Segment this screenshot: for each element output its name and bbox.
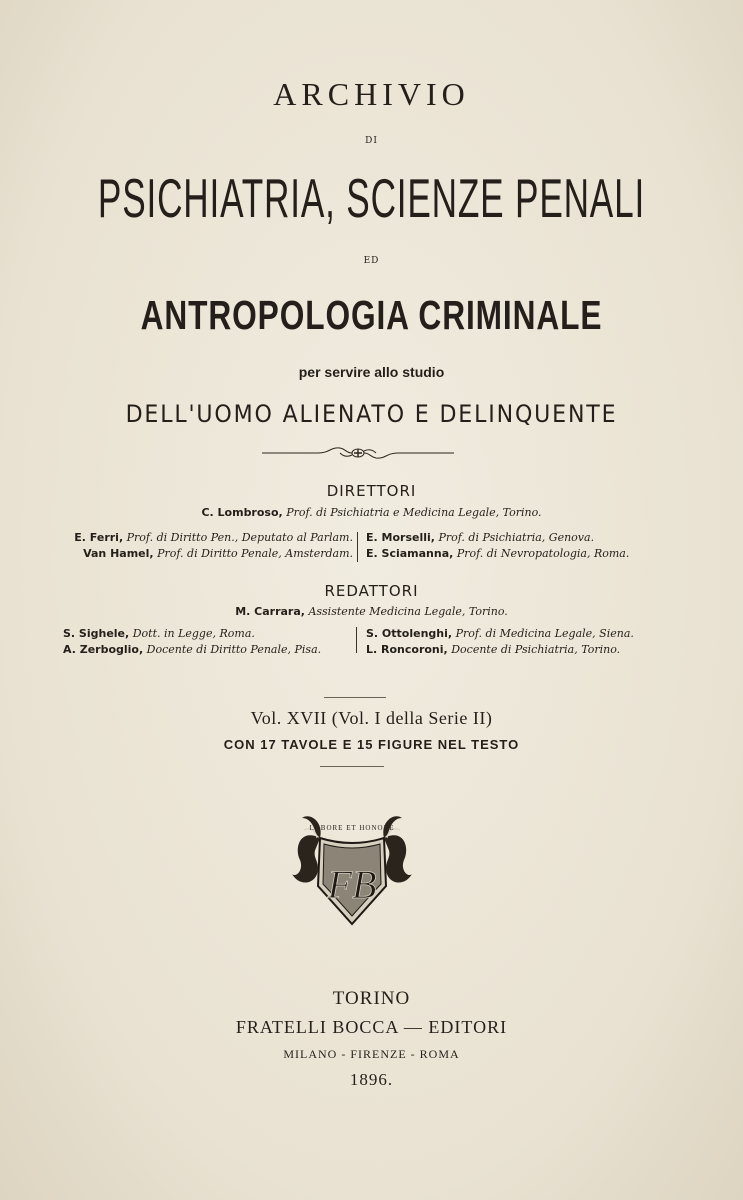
direttore-main-title: Prof. di Psichiatria e Medicina Legale, Torino. [286,506,542,519]
redattori-left-2 [63,643,321,656]
redattore-title: Docente di Psichiatria, Torino. [451,643,621,656]
redattore-main [0,605,743,618]
journal-title-archivio: ARCHIVIO [273,76,470,112]
journal-title-antropologia: ANTROPOLOGIA CRIMINALE [140,292,603,338]
tavole-label: CON 17 TAVOLE E 15 FIGURE NEL TESTO [223,737,520,752]
rule-top [324,697,386,698]
publisher-city: TORINO [332,988,411,1009]
publisher-emblem [290,808,414,926]
direttore-title: Prof. di Nevropatologia, Roma. [456,547,630,560]
connector-di: DI [365,136,378,146]
redattore-main-name: M. Carrara, [235,605,305,618]
redattore-name: S. Ottolenghi, [366,627,453,640]
direttore-name: E. Morselli, [366,531,435,544]
publication-year: 1896. [349,1070,394,1089]
redattori-right-1 [366,627,634,640]
redattore-main-title: Assistente Medicina Legale, Torino. [308,605,508,618]
volume-label: Vol. XVII (Vol. I della Serie II) [250,708,493,728]
direttore-title: Prof. di Diritto Penale, Amsterdam. [157,547,353,560]
direttore-main-name: C. Lombroso, [201,506,283,519]
redattori-left-1 [63,627,255,640]
redattore-title: Prof. di Medicina Legale, Siena. [455,627,634,640]
publisher-name: FRATELLI BOCCA — EDITORI [235,1017,508,1037]
direttore-name: E. Ferri, [74,531,124,544]
emblem-ribbon-text: LABORE ET HONORE [309,824,395,832]
emblem-monogram: FB [327,862,377,907]
rule-bottom [320,766,384,767]
subtitle-per-servire: per servire allo studio [298,364,445,380]
direttore-name: Van Hamel, [83,547,154,560]
ornament-divider [260,444,456,462]
redattori-separator [356,627,357,653]
connector-ed: ED [363,256,380,266]
direttore-title: Prof. di Psichiatria, Genova. [438,531,595,544]
journal-title-psichiatria: PSICHIATRIA, SCIENZE PENALI [97,168,646,230]
redattore-name: A. Zerboglio, [63,643,144,656]
redattore-name: L. Roncoroni, [366,643,448,656]
direttore-name: E. Sciamanna, [366,547,454,560]
redattori-right-2 [366,643,620,656]
redattore-name: S. Sighele, [63,627,130,640]
direttori-left-2 [83,547,353,560]
direttore-title: Prof. di Diritto Pen., Deputato al Parlam. [126,531,353,544]
redattore-title: Dott. in Legge, Roma. [132,627,255,640]
redattori-heading: REDATTORI [324,582,419,600]
publisher-cities: MILANO - FIRENZE - ROMA [283,1047,460,1061]
direttori-right-2 [366,547,629,560]
redattore-title: Docente di Diritto Penale, Pisa. [146,643,322,656]
subtitle-uomo: DELL'UOMO ALIENATO E DELINQUENTE [125,400,618,428]
direttore-main [0,506,743,519]
direttori-left-1 [74,531,353,544]
direttori-right-1 [366,531,594,544]
direttori-heading: DIRETTORI [326,482,417,500]
direttori-separator [357,532,358,562]
